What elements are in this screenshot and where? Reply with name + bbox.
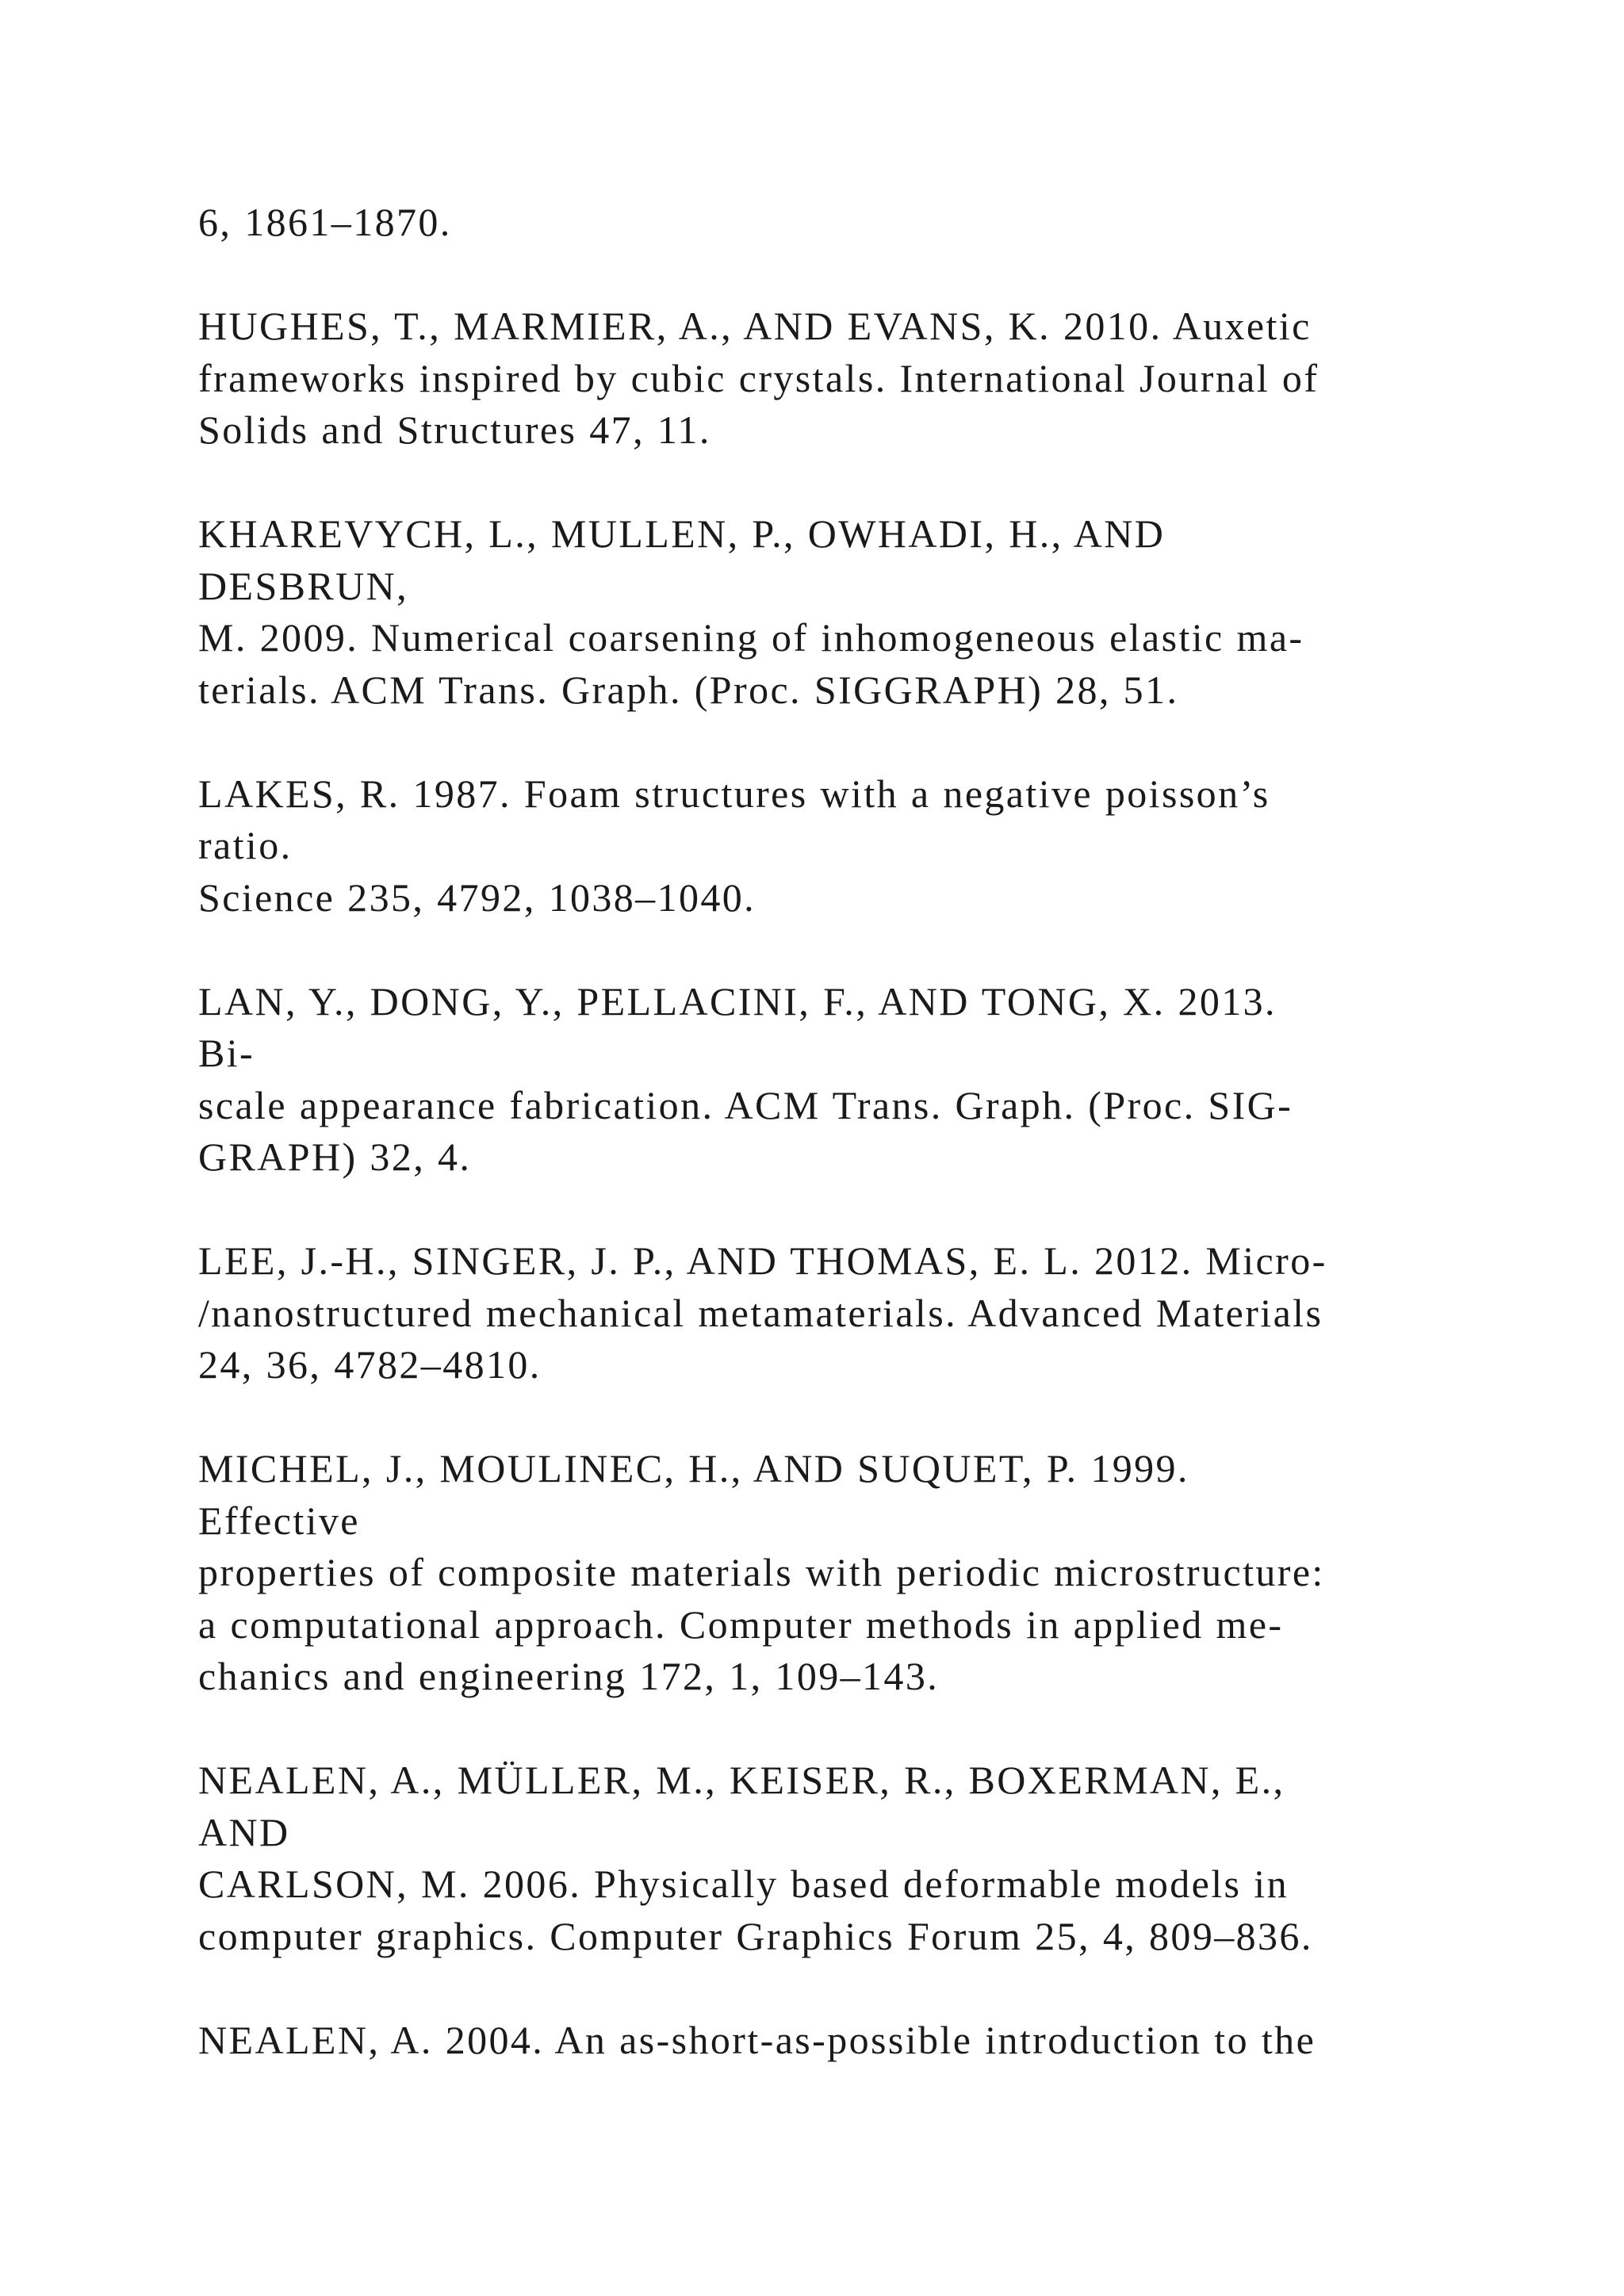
paragraph-gap [198,249,1507,301]
text-line: AND [198,1809,290,1854]
text-line: NEALEN, A. 2004. An as-short-as-possible introduction to the [198,2017,1316,2062]
paragraph-gap [198,1184,1507,1236]
text-line: DESBRUN, [198,563,409,608]
text-line: Solids and Structures 47, 11. [198,408,711,452]
text-line: properties of composite materials with periodic microstructure: [198,1550,1325,1594]
text-line: GRAPH) 32, 4. [198,1135,472,1179]
text-line: computer graphics. Computer Graphics Forum 25, 4, 809–836. [198,1913,1313,1958]
paragraph-gap [198,1703,1507,1755]
text-line: LAN, Y., DONG, Y., PELLACINI, F., AND TONG, X. 2013. [198,978,1277,1024]
text-line: chanics and engineering 172, 1, 109–143. [198,1654,940,1698]
text-line: a computational approach. Computer methods in applied me- [198,1601,1284,1647]
paragraph-gap [198,1391,1507,1444]
text-line: LAKES, R. 1987. Foam structures with a negative poisson’s [198,771,1270,816]
text-line: Effective [198,1498,360,1543]
text-line: NEALEN, A., MÜLLER, M., KEISER, R., BOXERMAN, E., [198,1758,1285,1802]
text-line: MICHEL, J., MOULINEC, H., AND SUQUET, P. 1999. [198,1446,1189,1490]
text-line: /nanostructured mechanical metamaterials. Advanced Materials [198,1290,1323,1335]
text-line: HUGHES, T., MARMIER, A., AND EVANS, K. 2010. Auxetic [198,304,1312,348]
text-line: frameworks inspired by cubic crystals. International Journal of [198,355,1320,400]
text-line: Bi- [198,1031,255,1075]
reference-list [198,197,1507,2066]
paragraph-gap [198,716,1507,768]
paragraph-gap [198,1962,1507,2015]
text-line: CARLSON, M. 2006. Physically based deformable models in [198,1862,1289,1906]
text-line: M. 2009. Numerical coarsening of inhomogeneous elastic ma- [198,615,1304,660]
text-line: 6, 1861–1870. [198,200,452,244]
paragraph-gap [198,457,1507,509]
text-line: terials. ACM Trans. Graph. (Proc. SIGGRAPH) 28, 51. [198,667,1179,712]
text-line: LEE, J.-H., SINGER, J. P., AND THOMAS, E. L. 2012. Micro- [198,1238,1327,1283]
text-line: KHAREVYCH, L., MULLEN, P., OWHADI, H., AND [198,511,1166,556]
text-line: Science 235, 4792, 1038–1040. [198,874,756,920]
text-line: ratio. [198,823,293,867]
text-line: scale appearance fabrication. ACM Trans. Graph. (Proc. SIG- [198,1082,1293,1127]
text-line: 24, 36, 4782–4810. [198,1342,542,1387]
paragraph-gap [198,924,1507,976]
